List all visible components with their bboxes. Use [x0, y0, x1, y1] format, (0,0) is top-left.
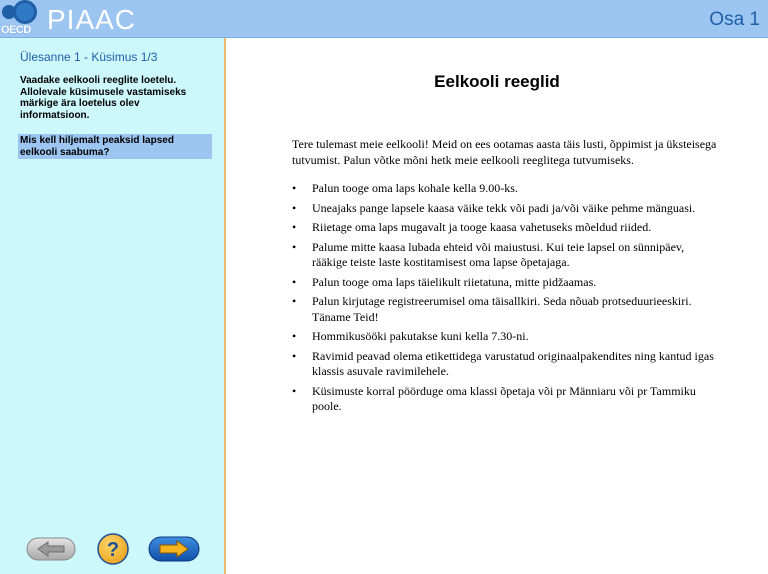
- list-item[interactable]: • Palun tooge oma laps kohale kella 9.00-ks.: [292, 181, 722, 197]
- header-bar: [0, 0, 768, 38]
- help-symbol: ?: [106, 539, 120, 561]
- logo-piaac-text: PIAAC: [47, 4, 137, 35]
- question-text: Mis kell hiljemalt peaksid lapsed eelkooli saabuma?: [18, 134, 212, 159]
- list-item[interactable]: • Riietage oma laps mugavalt ja tooge kaasa vahetuseks mõeldud riided.: [292, 220, 722, 236]
- list-item[interactable]: • Hommikusööki pakutakse kuni kella 7.30-ni.: [292, 329, 722, 345]
- document-area: [226, 38, 768, 574]
- document-title: Eelkooli reeglid: [434, 72, 560, 91]
- arrow-left-icon: [26, 537, 76, 561]
- help-icon: [97, 533, 129, 565]
- next-button[interactable]: [148, 536, 200, 562]
- list-item[interactable]: • Palun kirjutage registreerumisel oma täisallkiri. Seda nõuab protseduurieeskiri. Täname Teid!: [292, 294, 722, 325]
- sidebar: [0, 38, 226, 574]
- list-item[interactable]: • Uneajaks pange lapsele kaasa väike tekk või padi ja/või väike pehme mänguasi.: [292, 201, 722, 217]
- document-intro[interactable]: Tere tulemast meie eelkooli! Meid on ees ootamas aasta täis lusti, õppimist ja üksteisega tutvumist. Palun võtke mõni hetk meie eelkooli reeglitega tutvumiseks.: [292, 137, 717, 167]
- help-button[interactable]: [97, 533, 129, 565]
- list-item[interactable]: • Ravimid peavad olema etikettidega varustatud originaalpakendites ning kantud igas klassis asuvale ravimilehele.: [292, 349, 722, 380]
- list-item[interactable]: • Palume mitte kaasa lubada ehteid või maiustusi. Kui teie lapsel on sünnipäev, rääkige teiste laste kostitamisest oma lapse õpetajaga.: [292, 240, 722, 271]
- section-label: Osa 1: [709, 9, 760, 30]
- logo-oecd-text: OECD: [1, 24, 31, 36]
- task-instructions: Vaadake eelkooli reeglite loetelu. Allolevale küsimusele vastamiseks märkige ära loetelus olev informatsioon.: [20, 75, 187, 121]
- arrow-right-icon: [148, 536, 200, 562]
- back-button[interactable]: [26, 537, 76, 561]
- task-label: Ülesanne 1 - Küsimus 1/3: [20, 50, 158, 64]
- list-item[interactable]: • Palun tooge oma laps täielikult riietatuna, mitte pidžaamas.: [292, 275, 722, 291]
- list-item[interactable]: • Küsimuste korral pöörduge oma klassi õpetaja või pr Männiaru või pr Tammiku poole.: [292, 384, 722, 415]
- logo: [0, 0, 140, 37]
- rules-list: [292, 181, 722, 419]
